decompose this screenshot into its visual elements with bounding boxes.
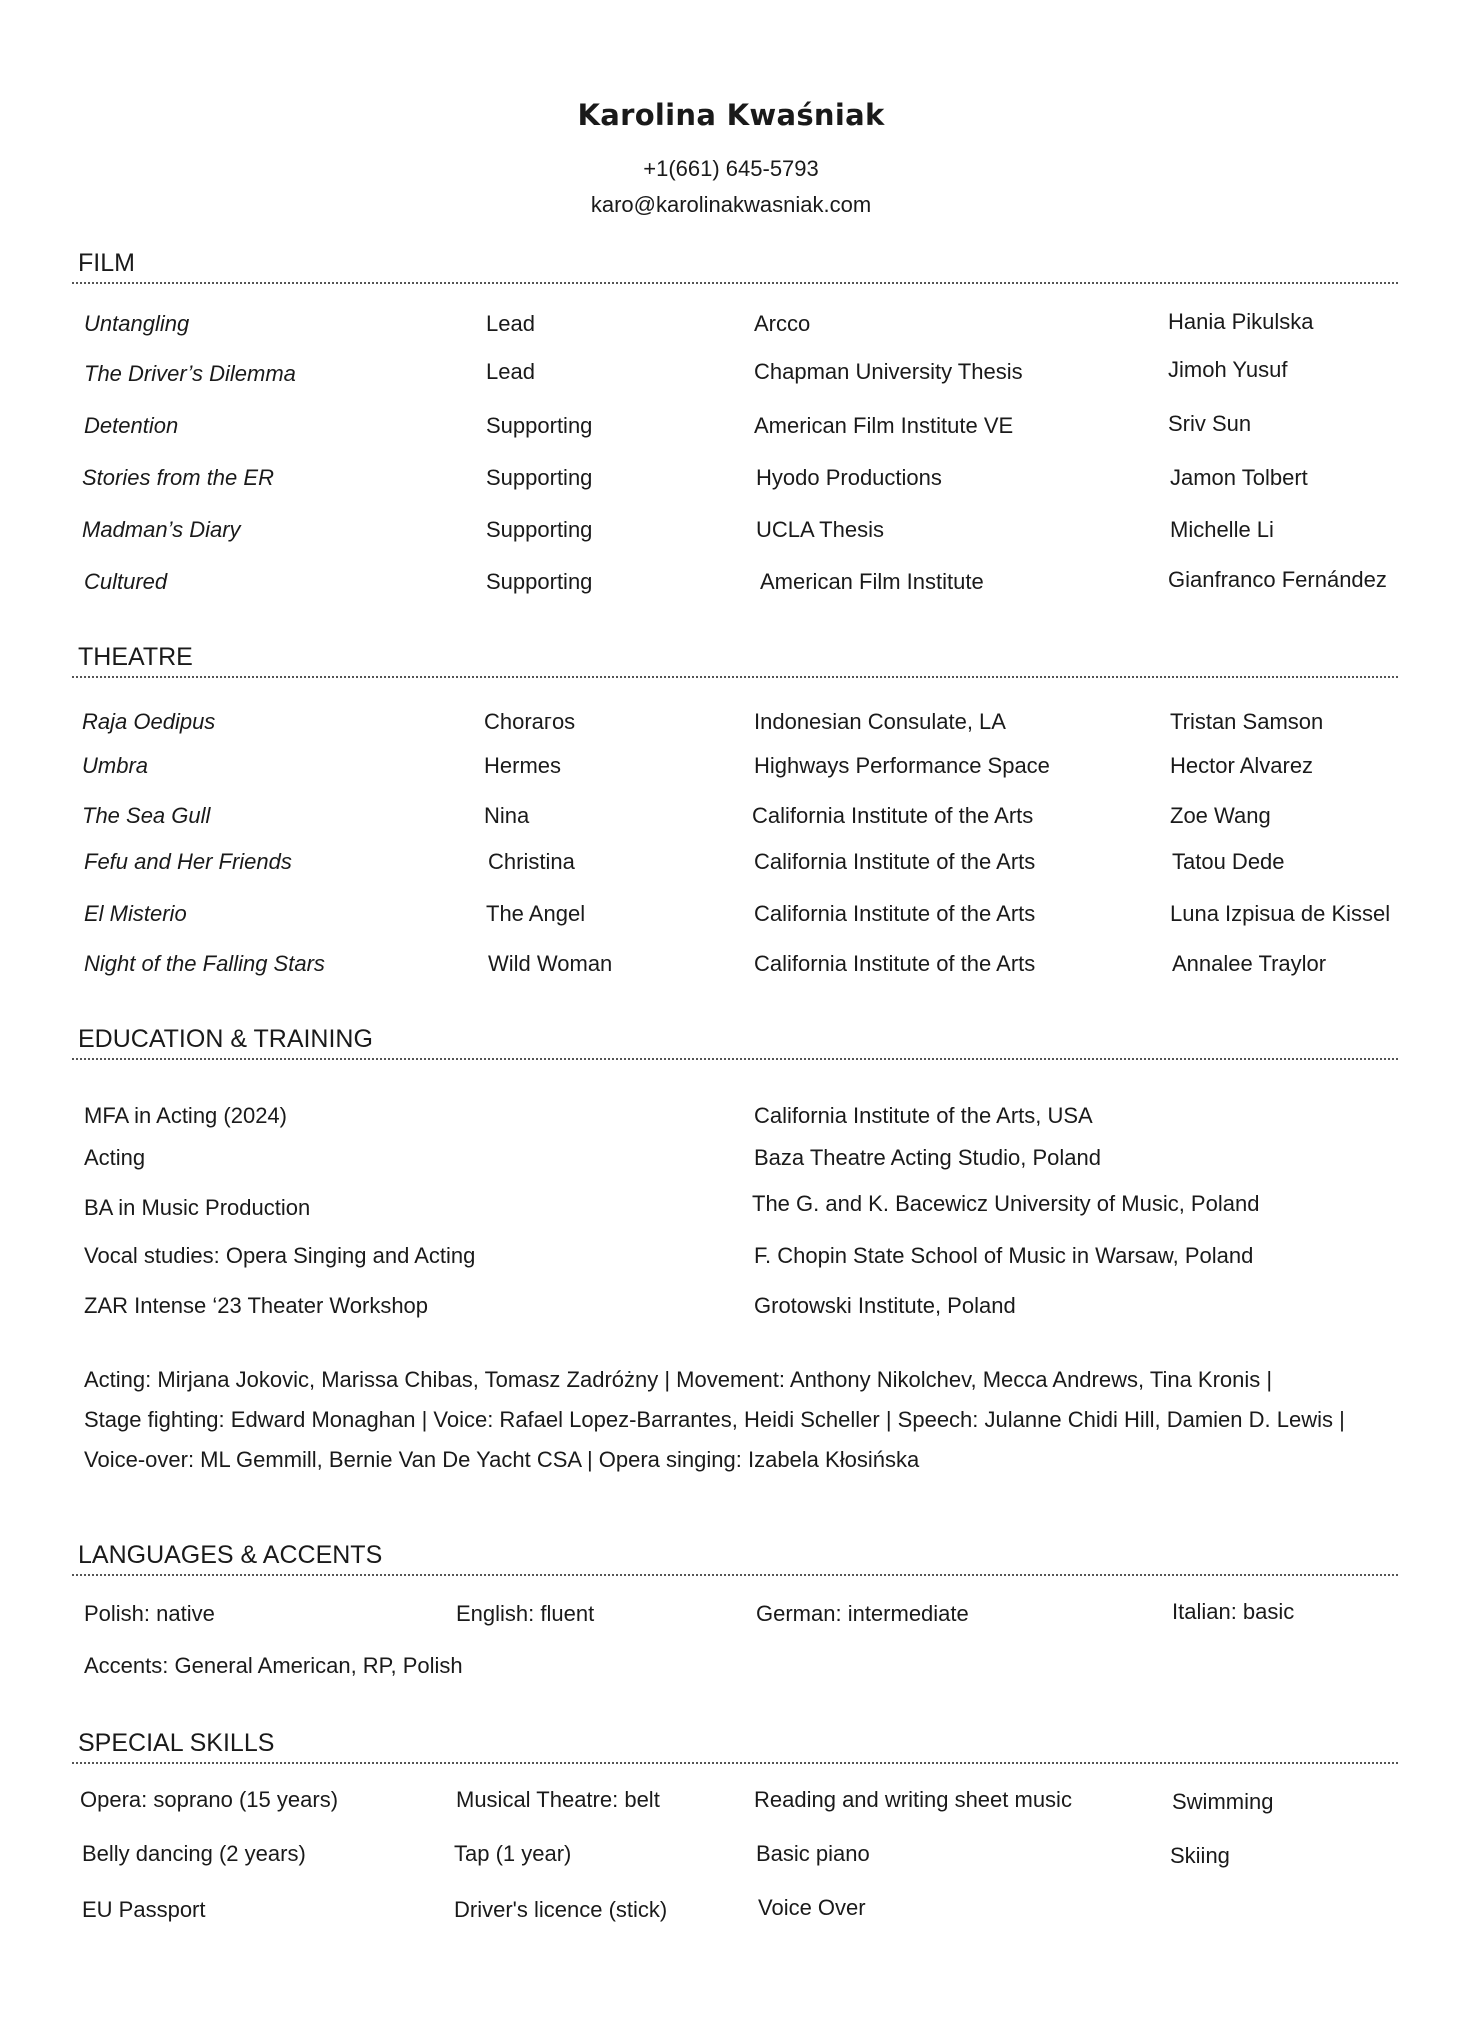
skill-item: Basic piano bbox=[756, 1841, 870, 1866]
credit-role: Wild Woman bbox=[488, 951, 613, 976]
language-item: English: fluent bbox=[456, 1601, 595, 1626]
education-school: California Institute of the Arts, USA bbox=[754, 1103, 1093, 1128]
credit-role: Chorагos bbox=[484, 709, 576, 734]
section-title-education: EDUCATION & TRAINING bbox=[72, 1024, 1398, 1060]
theatre-section bbox=[72, 642, 1398, 976]
credit-title: Madman’s Diary bbox=[82, 517, 241, 542]
skills-section bbox=[72, 1728, 1398, 1922]
film-section bbox=[72, 248, 1398, 594]
candidate-name: Karolina Kwaśniak bbox=[577, 98, 885, 132]
education-school: Grotowski Institute, Poland bbox=[754, 1293, 1016, 1318]
credit-title: The Driver’s Dilemma bbox=[84, 361, 296, 386]
education-school: F. Chopin State School of Music in Warsaw, Poland bbox=[754, 1243, 1254, 1268]
credit-director: Sriv Sun bbox=[1168, 411, 1252, 436]
credit-director: Hector Alvarez bbox=[1170, 753, 1314, 778]
credit-title: Detention bbox=[84, 413, 179, 438]
credit-director: Jamon Tolbert bbox=[1170, 465, 1308, 490]
credit-director: Michelle Li bbox=[1170, 517, 1274, 542]
credit-role: Lead bbox=[486, 311, 535, 336]
teachers-list bbox=[84, 1360, 1384, 1480]
skill-item: Tap (1 year) bbox=[454, 1841, 572, 1866]
credit-director: Luna Izpisua de Kissel bbox=[1170, 901, 1391, 926]
education-program: BA in Music Production bbox=[84, 1195, 311, 1220]
education-program: ZAR Intense ‘23 Theater Workshop bbox=[84, 1293, 429, 1318]
skill-item: Musical Theatre: belt bbox=[456, 1787, 660, 1812]
credit-title: The Sea Gull bbox=[82, 803, 211, 828]
credit-role: Supporting bbox=[486, 569, 593, 594]
credit-company: Indonesian Consulate, LA bbox=[754, 709, 1006, 734]
credit-director: Jimoh Yusuf bbox=[1168, 357, 1288, 382]
credit-company: Arcco bbox=[754, 311, 811, 336]
credit-company: California Institute of the Arts bbox=[754, 901, 1036, 926]
credit-director: Hania Pikulska bbox=[1168, 309, 1314, 334]
credit-title: Umbra bbox=[82, 753, 149, 778]
credit-company: Chapman University Thesis bbox=[754, 359, 1023, 384]
education-program: Vocal studies: Opera Singing and Acting bbox=[84, 1243, 476, 1268]
email-address: karo@karolinakwasniak.com bbox=[590, 191, 872, 217]
section-title-languages: LANGUAGES & ACCENTS bbox=[72, 1540, 1398, 1576]
credit-role: Christina bbox=[488, 849, 575, 874]
skill-item: Opera: soprano (15 years) bbox=[80, 1787, 339, 1812]
skill-item: Belly dancing (2 years) bbox=[82, 1841, 306, 1866]
language-item: Italian: basic bbox=[1172, 1599, 1295, 1624]
credit-company: UCLA Thesis bbox=[756, 517, 884, 542]
skill-item: Reading and writing sheet music bbox=[754, 1787, 1072, 1812]
credit-company: American Film Institute VE bbox=[754, 413, 1014, 438]
credit-role: Lead bbox=[486, 359, 535, 384]
education-school: The G. and K. Bacewicz University of Music, Poland bbox=[752, 1191, 1260, 1216]
resume-header bbox=[0, 98, 1462, 223]
credit-director: Tristan Samson bbox=[1170, 709, 1324, 734]
skill-item: Driver's licence (stick) bbox=[454, 1897, 668, 1922]
credit-role: Supporting bbox=[486, 413, 593, 438]
skill-item: Swimming bbox=[1172, 1789, 1274, 1814]
credit-director: Gianfranco Fernández bbox=[1168, 567, 1387, 592]
credit-title: El Misterio bbox=[84, 901, 187, 926]
credit-title: Stories from the ER bbox=[82, 465, 274, 490]
credit-role: Supporting bbox=[486, 465, 593, 490]
education-school: Baza Theatre Acting Studio, Poland bbox=[754, 1145, 1101, 1170]
credit-title: Night of the Falling Stars bbox=[84, 951, 325, 976]
education-program: MFA in Acting (2024) bbox=[84, 1103, 287, 1128]
credit-company: California Institute of the Arts bbox=[752, 803, 1034, 828]
credit-role: Nina bbox=[484, 803, 530, 828]
language-item: German: intermediate bbox=[756, 1601, 969, 1626]
skill-item: Skiing bbox=[1170, 1843, 1230, 1868]
credit-title: Fefu and Her Friends bbox=[84, 849, 292, 874]
languages-section bbox=[72, 1540, 1398, 1678]
teachers-line: Acting: Mirjana Jokovic, Marissa Chibas, Tomasz Zadróżny | Movement: Anthony Nikolchev, Mecca Andrews, Tina Kronis | bbox=[84, 1367, 1273, 1392]
credit-role: Supporting bbox=[486, 517, 593, 542]
credit-role: The Angel bbox=[486, 901, 586, 926]
credit-company: American Film Institute bbox=[760, 569, 984, 594]
section-title-theatre: THEATRE bbox=[72, 642, 1398, 678]
education-section bbox=[72, 1024, 1398, 1472]
credit-title: Cultured bbox=[84, 569, 168, 594]
credit-title: Untangling bbox=[84, 311, 190, 336]
section-title-skills: SPECIAL SKILLS bbox=[72, 1728, 1398, 1764]
credit-director: Annalee Traylor bbox=[1172, 951, 1327, 976]
accents-text: Accents: General American, RP, Polish bbox=[84, 1653, 463, 1678]
credit-company: Hyodo Productions bbox=[756, 465, 942, 490]
skill-item: EU Passport bbox=[82, 1897, 206, 1922]
credit-director: Zoe Wang bbox=[1170, 803, 1271, 828]
credit-director: Tatou Dede bbox=[1172, 849, 1285, 874]
education-program: Acting bbox=[84, 1145, 146, 1170]
skill-item: Voice Over bbox=[758, 1895, 866, 1920]
teachers-line: Stage fighting: Edward Monaghan | Voice: Rafael Lopez-Barrantes, Heidi Scheller | Speech: Julanne Chidi Hill, Damien D. Lewis | bbox=[84, 1407, 1345, 1432]
credit-role: Hermes bbox=[484, 753, 562, 778]
credit-company: California Institute of the Arts bbox=[754, 849, 1036, 874]
section-title-film: FILM bbox=[72, 248, 1398, 284]
credit-company: California Institute of the Arts bbox=[754, 951, 1036, 976]
language-item: Polish: native bbox=[84, 1601, 215, 1626]
teachers-line: Voice-over: ML Gemmill, Bernie Van De Yacht CSA | Opera singing: Izabela Kłosińska bbox=[84, 1447, 920, 1472]
credit-title: Raja Oedipus bbox=[82, 709, 216, 734]
phone-number: +1(661) 645-5793 bbox=[643, 155, 819, 181]
credit-company: Highways Performance Space bbox=[754, 753, 1050, 778]
